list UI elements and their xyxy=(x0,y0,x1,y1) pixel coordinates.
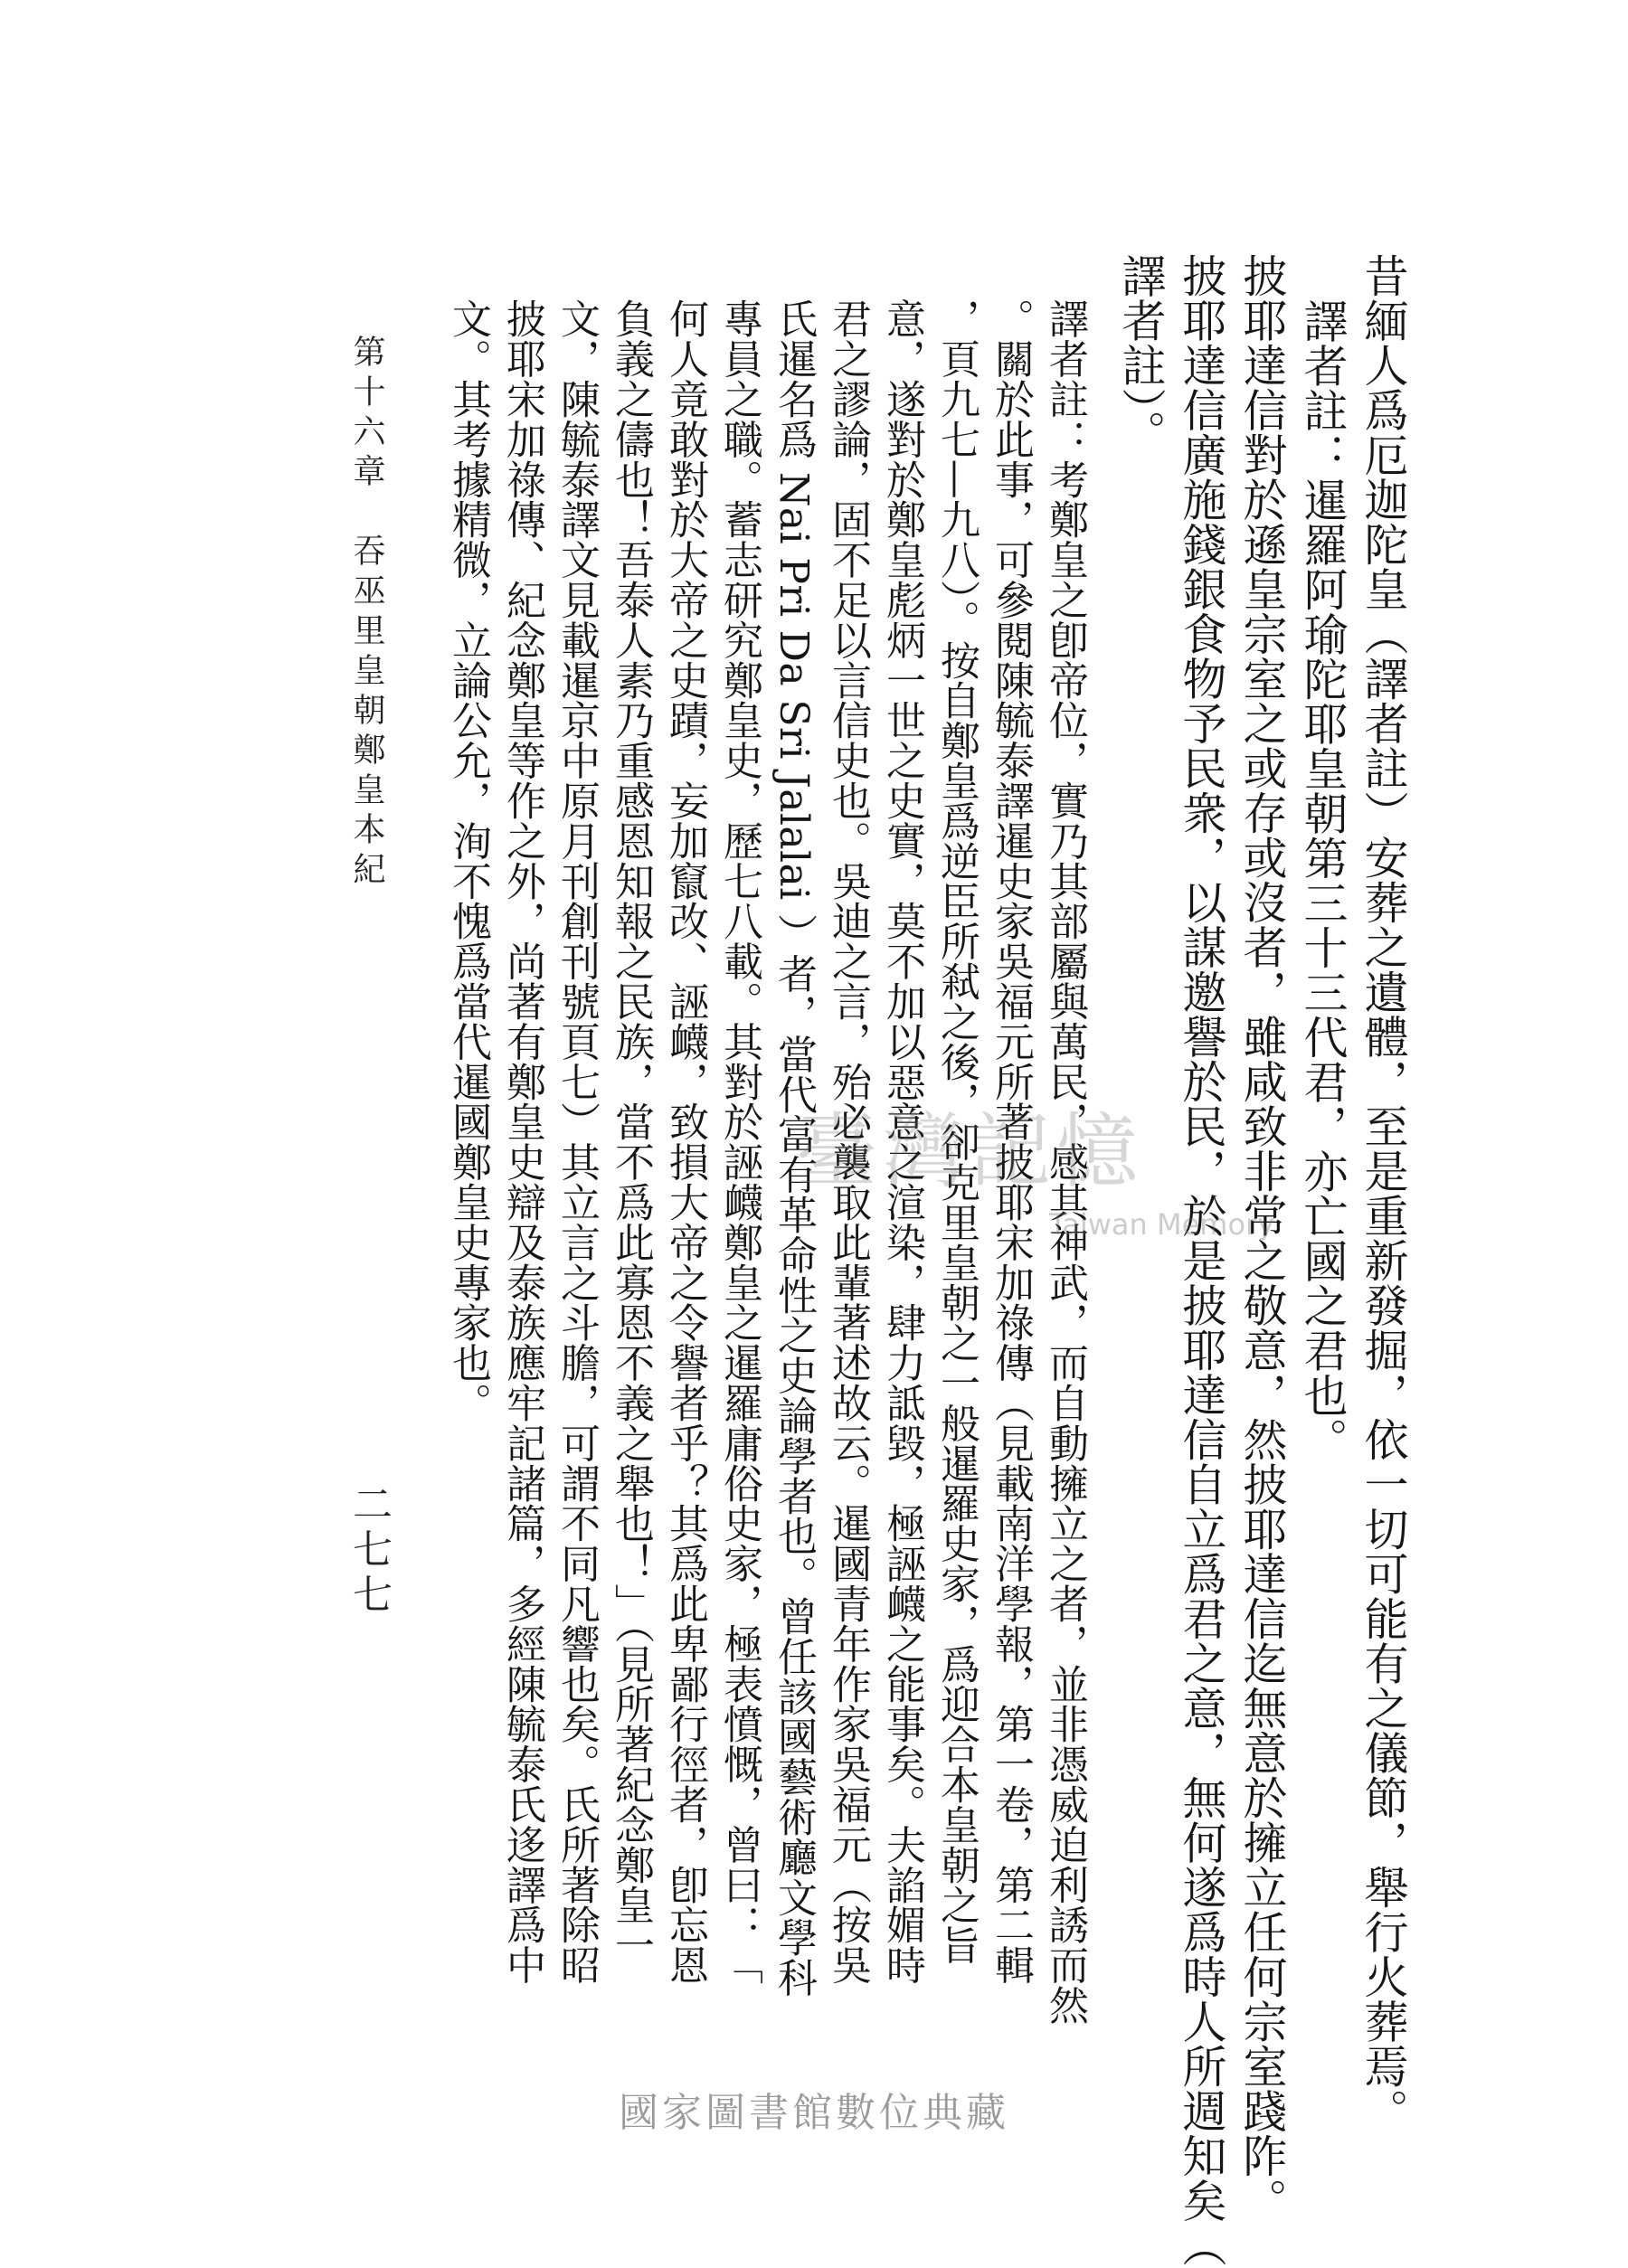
body-column-3: 披耶達信對於遜皇宗室之或存或沒者，雖咸致非常之敬意，然披耶達信迄無意於擁立任何宗室踐阼。 xyxy=(1236,253,1288,2223)
body-column-1: 昔緬人爲厄迦陀皇（譯者註）安葬之遺體，至是重新發掘，依一切可能有之儀節，舉行火葬焉。 xyxy=(1358,253,1409,2133)
note-column-10: 文，陳毓泰譯文見載暹京中原月刊創刊號頁七）其立言之斗膽，可謂不同凡響也矣。氏所著除昭 xyxy=(554,298,600,1985)
note-column-3: ，頁九七—九八）。按自鄭皇爲逆臣所弒之後，卻克里皇朝之一般暹羅史家，爲迎合本皇朝之旨 xyxy=(933,298,980,1965)
note-column-8: 何人竟敢對於大帝之史蹟，妄加竄改、誣衊，致損大帝之令譽者乎？其爲此卑鄙行徑者，卽忘恩 xyxy=(662,298,708,1985)
note-column-11: 披耶宋加祿傳、紀念鄭皇等作之外，尚著有鄭皇史辯及泰族應牢記諸篇，多經陳毓泰氏迻譯爲中 xyxy=(499,298,545,1985)
footer-archive-label: 國家圖書館數位典藏 xyxy=(619,2090,1009,2136)
page-number: 二七七 xyxy=(345,1483,392,1619)
watermark-subtitle: Taiwan Memory xyxy=(1049,1207,1275,1242)
note-column-2: 。關於此事，可參閱陳毓泰譯暹史家吳福元所著披耶宋加祿傳（見載南洋學報，第一卷，第二輯 xyxy=(988,298,1034,1985)
note-column-9: 負義之儔也！吾泰人素乃重感恩知報之民族，當不爲此寡恩不義之舉也！」（見所著紀念鄭皇一 xyxy=(608,298,654,1965)
body-column-5: 譯者註）。 xyxy=(1115,253,1167,455)
note-column-7: 專員之職。蓄志研究鄭皇史，歷七八載。其對於誣衊鄭皇之暹羅庸俗史家，極表憤慨，曾曰：「 xyxy=(716,298,762,1985)
running-head: 第十六章 吞巫里皇朝鄭皇本紀 xyxy=(348,335,385,892)
note-column-4: 意，遂對於鄭皇彪炳一世之史實，莫不加以惡意之渲染，肆力詆毀，極誣衊之能事矣。夫諂媚時 xyxy=(879,298,925,1985)
body-column-4: 披耶達信廣施錢銀食物予民衆，以謀邀譽於民，於是披耶達信自立爲君之意，無何遂爲時人所週知矣（ xyxy=(1176,253,1227,2268)
note-column-12: 文。其考據精微，立論公允，洵不愧爲當代暹國鄭皇史專家也。 xyxy=(445,298,491,1423)
note-column-1: 譯者註：考鄭皇之卽帝位，實乃其部屬與萬民，感其神武，而自動擁立之者，並非憑威迫利誘而然 xyxy=(1042,298,1088,2026)
body-column-2: 譯者註：暹羅阿瑜陀耶皇朝第三十三代君，亦亡國之君也。 xyxy=(1297,298,1349,1462)
note-column-5: 君之謬論，固不足以言信史也。吳迪之言，殆必襲取此輩著述故云。暹國青年作家吳福元（按吳 xyxy=(825,298,871,1985)
watermark: 臺灣記憶 xyxy=(796,1104,1143,1199)
note-column-6: 氏暹名爲 Nai Pri Da Sri Jalalai ）者，當代富有革命性之史論學者也。曾任該國藝術廳文學科 xyxy=(771,298,817,1998)
